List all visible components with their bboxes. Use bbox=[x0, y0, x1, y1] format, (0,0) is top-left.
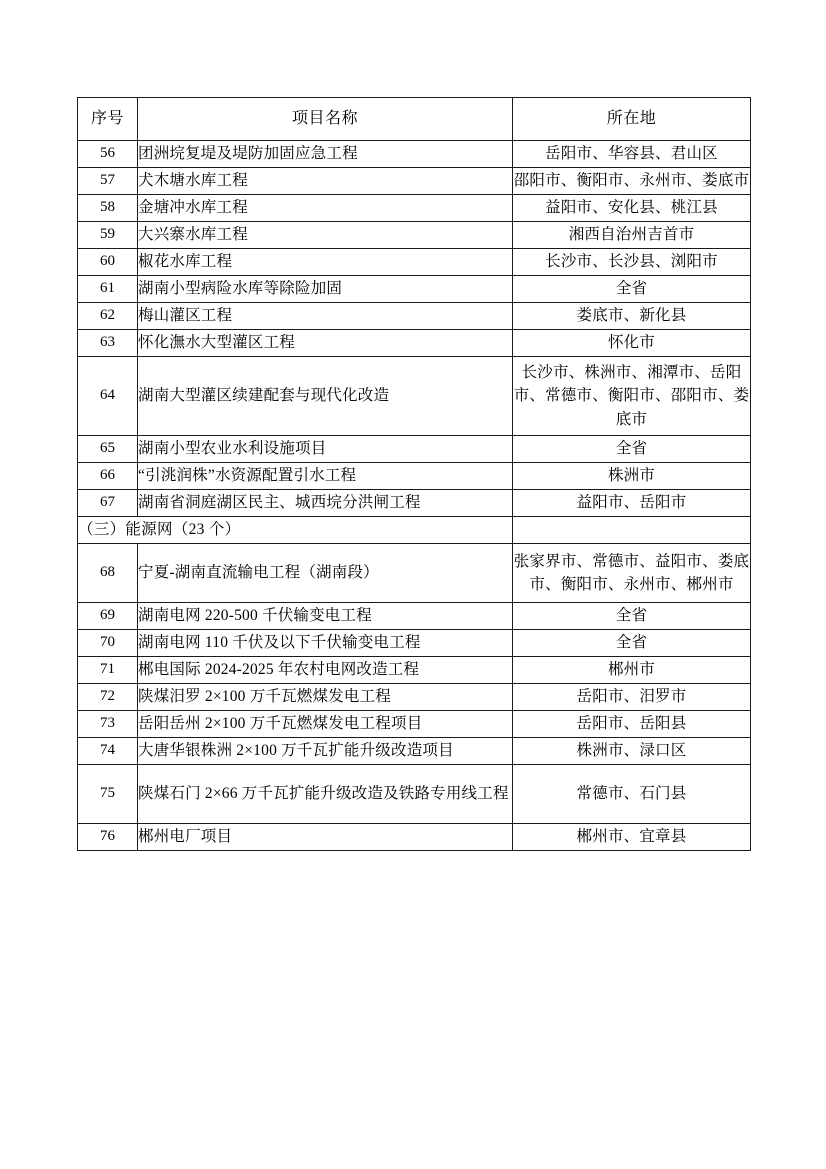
row-location: 张家界市、常德市、益阳市、娄底市、衡阳市、永州市、郴州市 bbox=[513, 544, 751, 603]
table-row bbox=[78, 824, 751, 851]
row-seq: 72 bbox=[78, 684, 138, 711]
row-name: 陕煤石门 2×66 万千瓦扩能升级改造及铁路专用线工程 bbox=[138, 765, 513, 824]
row-location: 全省 bbox=[513, 436, 751, 463]
row-seq: 71 bbox=[78, 657, 138, 684]
row-name: 怀化潕水大型灌区工程 bbox=[138, 330, 513, 357]
row-name: 湖南小型农业水利设施项目 bbox=[138, 436, 513, 463]
row-name: 陕煤汨罗 2×100 万千瓦燃煤发电工程 bbox=[138, 684, 513, 711]
row-name: 椒花水库工程 bbox=[138, 249, 513, 276]
row-name: 团洲垸复堤及堤防加固应急工程 bbox=[138, 141, 513, 168]
row-name: 郴州电厂项目 bbox=[138, 824, 513, 851]
table-row bbox=[78, 490, 751, 517]
table-body bbox=[78, 141, 751, 851]
table-row bbox=[78, 603, 751, 630]
row-name: 大兴寨水库工程 bbox=[138, 222, 513, 249]
table-row bbox=[78, 141, 751, 168]
row-name: 湖南省洞庭湖区民主、城西垸分洪闸工程 bbox=[138, 490, 513, 517]
row-name: 大唐华银株洲 2×100 万千瓦扩能升级改造项目 bbox=[138, 738, 513, 765]
row-name: “引洮润株”水资源配置引水工程 bbox=[138, 463, 513, 490]
table-section-row bbox=[78, 517, 751, 544]
row-location: 株洲市 bbox=[513, 463, 751, 490]
table-row bbox=[78, 222, 751, 249]
row-name: 湖南小型病险水库等除险加固 bbox=[138, 276, 513, 303]
row-seq: 66 bbox=[78, 463, 138, 490]
row-name: 犬木塘水库工程 bbox=[138, 168, 513, 195]
row-name: 湖南电网 220-500 千伏输变电工程 bbox=[138, 603, 513, 630]
row-location: 全省 bbox=[513, 630, 751, 657]
table-row bbox=[78, 657, 751, 684]
row-seq: 61 bbox=[78, 276, 138, 303]
row-seq: 62 bbox=[78, 303, 138, 330]
table-row bbox=[78, 330, 751, 357]
row-seq: 65 bbox=[78, 436, 138, 463]
table-row bbox=[78, 195, 751, 222]
row-location: 长沙市、株洲市、湘潭市、岳阳市、常德市、衡阳市、邵阳市、娄底市 bbox=[513, 357, 751, 436]
row-seq: 73 bbox=[78, 711, 138, 738]
row-location: 益阳市、安化县、桃江县 bbox=[513, 195, 751, 222]
table-row bbox=[78, 276, 751, 303]
row-name: 湖南大型灌区续建配套与现代化改造 bbox=[138, 357, 513, 436]
project-table bbox=[77, 97, 751, 851]
section-header-label: （三）能源网（23 个） bbox=[78, 517, 513, 544]
row-location: 岳阳市、华容县、君山区 bbox=[513, 141, 751, 168]
row-location: 娄底市、新化县 bbox=[513, 303, 751, 330]
row-seq: 70 bbox=[78, 630, 138, 657]
table-row bbox=[78, 711, 751, 738]
row-seq: 67 bbox=[78, 490, 138, 517]
row-location: 湘西自治州吉首市 bbox=[513, 222, 751, 249]
row-location: 常德市、石门县 bbox=[513, 765, 751, 824]
row-name: 宁夏-湖南直流输电工程（湖南段） bbox=[138, 544, 513, 603]
row-name: 梅山灌区工程 bbox=[138, 303, 513, 330]
table-row bbox=[78, 544, 751, 603]
table-row bbox=[78, 303, 751, 330]
section-header-location bbox=[513, 517, 751, 544]
table-header-row bbox=[78, 98, 751, 141]
table-row bbox=[78, 684, 751, 711]
table-row bbox=[78, 738, 751, 765]
row-location: 郴州市 bbox=[513, 657, 751, 684]
table-row bbox=[78, 765, 751, 824]
row-location: 长沙市、长沙县、浏阳市 bbox=[513, 249, 751, 276]
row-seq: 56 bbox=[78, 141, 138, 168]
column-header-seq: 序号 bbox=[78, 98, 138, 141]
column-header-location: 所在地 bbox=[513, 98, 751, 141]
row-seq: 74 bbox=[78, 738, 138, 765]
row-location: 全省 bbox=[513, 603, 751, 630]
row-location: 郴州市、宜章县 bbox=[513, 824, 751, 851]
row-seq: 64 bbox=[78, 357, 138, 436]
row-location: 岳阳市、汨罗市 bbox=[513, 684, 751, 711]
row-location: 岳阳市、岳阳县 bbox=[513, 711, 751, 738]
project-table-container bbox=[77, 97, 750, 851]
row-seq: 76 bbox=[78, 824, 138, 851]
row-location: 株洲市、渌口区 bbox=[513, 738, 751, 765]
row-seq: 69 bbox=[78, 603, 138, 630]
row-seq: 75 bbox=[78, 765, 138, 824]
row-name: 郴电国际 2024-2025 年农村电网改造工程 bbox=[138, 657, 513, 684]
row-location: 益阳市、岳阳市 bbox=[513, 490, 751, 517]
row-location: 全省 bbox=[513, 276, 751, 303]
row-seq: 59 bbox=[78, 222, 138, 249]
row-seq: 60 bbox=[78, 249, 138, 276]
table-row bbox=[78, 168, 751, 195]
row-name: 岳阳岳州 2×100 万千瓦燃煤发电工程项目 bbox=[138, 711, 513, 738]
table-header bbox=[78, 98, 751, 141]
table-row bbox=[78, 463, 751, 490]
row-location: 怀化市 bbox=[513, 330, 751, 357]
row-seq: 58 bbox=[78, 195, 138, 222]
row-seq: 57 bbox=[78, 168, 138, 195]
row-name: 湖南电网 110 千伏及以下千伏输变电工程 bbox=[138, 630, 513, 657]
table-row bbox=[78, 357, 751, 436]
row-name: 金塘冲水库工程 bbox=[138, 195, 513, 222]
table-row bbox=[78, 436, 751, 463]
row-seq: 68 bbox=[78, 544, 138, 603]
table-row bbox=[78, 249, 751, 276]
table-row bbox=[78, 630, 751, 657]
column-header-name: 项目名称 bbox=[138, 98, 513, 141]
row-seq: 63 bbox=[78, 330, 138, 357]
row-location: 邵阳市、衡阳市、永州市、娄底市 bbox=[513, 168, 751, 195]
